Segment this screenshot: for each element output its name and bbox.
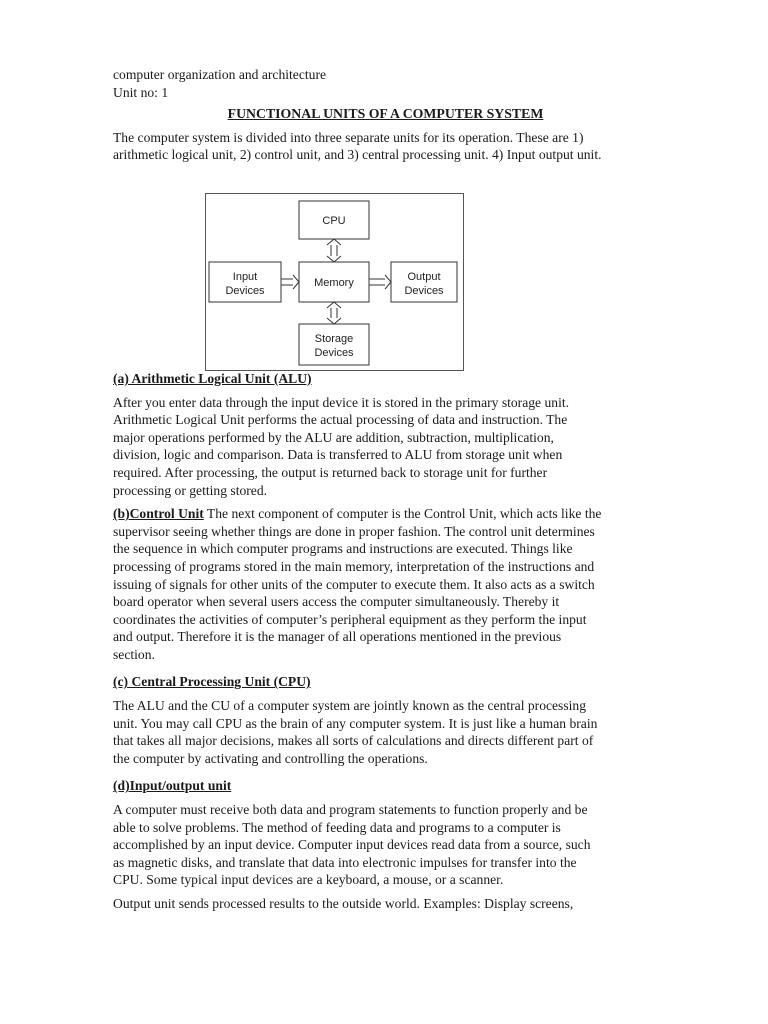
alu-line: required. After processing, the output is returned back to storage unit for further: [113, 464, 548, 480]
memory-label: Memory: [314, 277, 354, 289]
cu-line: section.: [113, 646, 155, 662]
cu-line: coordinates the activities of computer’s peripheral equipment as they perform the input: [113, 611, 587, 627]
cpu-memory-arrow: [327, 239, 341, 262]
cpu-label: CPU: [322, 215, 346, 227]
alu-line: division, logic and comparison. Data is transferred to ALU from storage unit when: [113, 447, 563, 463]
cu-line: and output. Therefore it is the manager of all operations mentioned in the previous: [113, 629, 562, 645]
page-title: FUNCTIONAL UNITS OF A COMPUTER SYSTEM: [227, 106, 544, 122]
alu-paragraph: [113, 394, 658, 500]
cpu-line: that takes all major decisions, makes all sorts of calculations and directs different part of: [113, 733, 594, 749]
memory-output-arrow: [369, 275, 391, 289]
cu-first-line: [113, 505, 658, 523]
alu-line: After you enter data through the input device it is stored in the primary storage unit.: [113, 394, 570, 410]
course-name: computer organization and architecture: [113, 67, 326, 82]
input-label-2: Devices: [225, 285, 265, 297]
functional-units-diagram: [205, 193, 464, 371]
io-paragraph: [113, 801, 658, 889]
alu-line: Arithmetic Logical Unit performs the actual processing of data and instruction. The: [113, 412, 568, 428]
alu-line: major operations performed by the ALU are addition, subtraction, multiplication,: [113, 429, 554, 445]
intro-line: arithmetic logical unit, 2) control unit, and 3) central processing unit. 4) Input output unit.: [113, 147, 602, 163]
cu-line: supervisor seeing whether things are done in proper fashion. The control unit determines: [113, 523, 595, 539]
cu-line: board operator when several users access the computer simultaneously. Thereby it: [113, 594, 560, 610]
cpu-paragraph: [113, 697, 658, 767]
intro-paragraph: [113, 129, 658, 164]
alu-heading: (a) Arithmetic Logical Unit (ALU): [113, 370, 312, 386]
cu-heading: (b)Control Unit: [113, 506, 204, 522]
storage-label-2: Devices: [314, 347, 354, 359]
io-line: able to solve problems. The method of feeding data and programs to a computer is: [113, 819, 561, 835]
io-line: CPU. Some typical input devices are a keyboard, a mouse, or a scanner.: [113, 872, 504, 888]
input-label-1: Input: [232, 271, 258, 283]
io-line: as magnetic disks, and translate that data into electronic impulses for transfer into the: [113, 854, 577, 870]
unit-number: Unit no: 1: [113, 84, 169, 100]
output-paragraph: [113, 895, 658, 913]
cu-line: the sequence in which computer programs and instructions are executed. Things like: [113, 541, 573, 557]
cu-line: processing of programs stored in the main memory, interpretation of the instructions and: [113, 558, 595, 574]
cu-first-line-rest: The next component of computer is the Control Unit, which acts like the: [203, 506, 602, 522]
output-label-2: Devices: [404, 285, 444, 297]
cpu-heading: (c) Central Processing Unit (CPU): [113, 674, 311, 690]
cpu-line: the computer by activating and controlling the operations.: [113, 750, 428, 766]
io-heading: (d)Input/output unit: [113, 778, 232, 794]
intro-line: The computer system is divided into three separate units for its operation. These are 1): [113, 129, 584, 145]
io-line: accomplished by an input device. Computer input devices read data from a source, such: [113, 837, 591, 853]
input-memory-arrow: [281, 275, 299, 289]
cpu-line: The ALU and the CU of a computer system are jointly known as the central processing: [113, 698, 587, 714]
cu-line: issuing of signals for other units of the computer to execute them. It also acts as a switch: [113, 576, 595, 592]
diagram-svg: [206, 194, 463, 370]
alu-line: processing or getting stored.: [113, 482, 268, 498]
memory-storage-arrow: [327, 302, 341, 324]
cpu-line: unit. You may call CPU as the brain of any computer system. It is just like a human brain: [113, 715, 598, 731]
cu-paragraph: [113, 505, 658, 663]
output-label-1: Output: [407, 271, 441, 283]
storage-label-1: Storage: [314, 333, 354, 345]
io-line: A computer must receive both data and program statements to function properly and be: [113, 802, 588, 818]
output-line: Output unit sends processed results to the outside world. Examples: Display screens,: [113, 896, 574, 911]
